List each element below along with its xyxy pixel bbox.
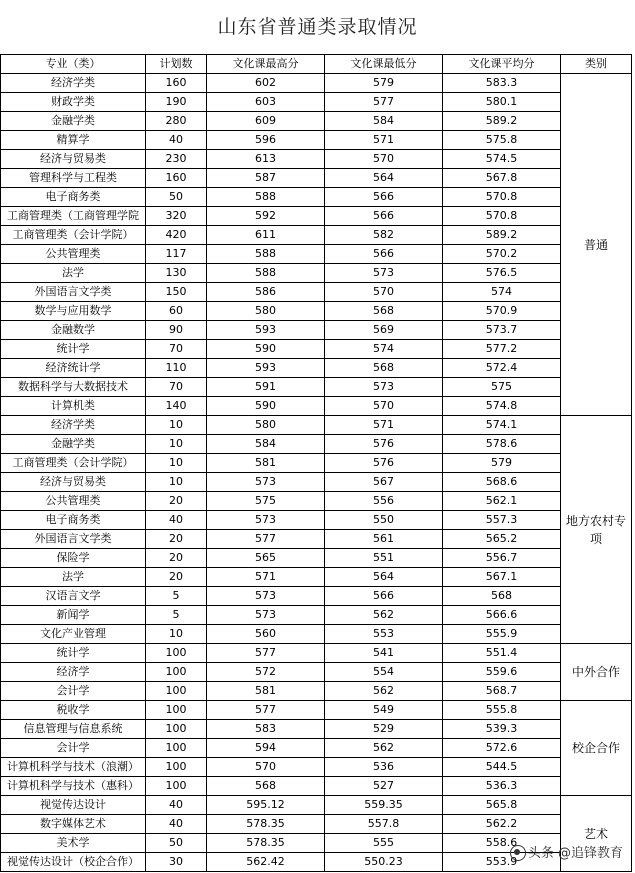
min-score-cell: 566 — [325, 245, 443, 264]
min-score-cell: 566 — [325, 587, 443, 606]
max-score-cell: 572 — [207, 663, 325, 682]
table-row — [1, 454, 632, 473]
plan-cell: 60 — [146, 302, 207, 321]
plan-cell: 20 — [146, 492, 207, 511]
plan-cell: 70 — [146, 340, 207, 359]
major-cell: 财政学类 — [1, 93, 146, 112]
avg-score-cell: 567.1 — [443, 568, 561, 587]
avg-score-cell: 575.8 — [443, 131, 561, 150]
major-cell: 电子商务类 — [1, 188, 146, 207]
major-cell: 电子商务类 — [1, 511, 146, 530]
header-row — [1, 55, 632, 74]
avg-score-cell: 544.5 — [443, 758, 561, 777]
header-avg-score: 文化课平均分 — [443, 55, 561, 74]
table-row — [1, 568, 632, 587]
table-row — [1, 321, 632, 340]
major-cell: 计算机类 — [1, 397, 146, 416]
major-cell: 视觉传达设计（校企合作） — [1, 853, 146, 872]
min-score-cell: 564 — [325, 568, 443, 587]
max-score-cell: 590 — [207, 340, 325, 359]
table-row — [1, 492, 632, 511]
table-row — [1, 226, 632, 245]
max-score-cell: 573 — [207, 606, 325, 625]
max-score-cell: 611 — [207, 226, 325, 245]
avg-score-cell: 580.1 — [443, 93, 561, 112]
plan-cell: 140 — [146, 397, 207, 416]
plan-cell: 110 — [146, 359, 207, 378]
plan-cell: 5 — [146, 606, 207, 625]
plan-cell: 40 — [146, 815, 207, 834]
major-cell: 文化产业管理 — [1, 625, 146, 644]
max-score-cell: 573 — [207, 473, 325, 492]
major-cell: 外国语言文学类 — [1, 530, 146, 549]
min-score-cell: 529 — [325, 720, 443, 739]
plan-cell: 100 — [146, 739, 207, 758]
major-cell: 外国语言文学类 — [1, 283, 146, 302]
max-score-cell: 577 — [207, 644, 325, 663]
plan-cell: 280 — [146, 112, 207, 131]
major-cell: 经济学类 — [1, 416, 146, 435]
max-score-cell: 588 — [207, 188, 325, 207]
avg-score-cell: 565.2 — [443, 530, 561, 549]
plan-cell: 30 — [146, 853, 207, 872]
max-score-cell: 570 — [207, 758, 325, 777]
avg-score-cell: 578.6 — [443, 435, 561, 454]
avg-score-cell: 573.7 — [443, 321, 561, 340]
min-score-cell: 573 — [325, 378, 443, 397]
max-score-cell: 588 — [207, 245, 325, 264]
max-score-cell: 571 — [207, 568, 325, 587]
max-score-cell: 603 — [207, 93, 325, 112]
max-score-cell: 591 — [207, 378, 325, 397]
min-score-cell: 555 — [325, 834, 443, 853]
min-score-cell: 571 — [325, 131, 443, 150]
plan-cell: 40 — [146, 511, 207, 530]
avg-score-cell: 576.5 — [443, 264, 561, 283]
major-cell: 管理科学与工程类 — [1, 169, 146, 188]
plan-cell: 40 — [146, 131, 207, 150]
plan-cell: 10 — [146, 416, 207, 435]
max-score-cell: 595.12 — [207, 796, 325, 815]
min-score-cell: 568 — [325, 359, 443, 378]
avg-score-cell: 536.3 — [443, 777, 561, 796]
avg-score-cell: 589.2 — [443, 112, 561, 131]
max-score-cell: 580 — [207, 302, 325, 321]
table-row — [1, 663, 632, 682]
plan-cell: 90 — [146, 321, 207, 340]
min-score-cell: 562 — [325, 606, 443, 625]
min-score-cell: 550.23 — [325, 853, 443, 872]
table-row — [1, 758, 632, 777]
min-score-cell: 570 — [325, 283, 443, 302]
max-score-cell: 609 — [207, 112, 325, 131]
category-cell: 普通 — [561, 74, 632, 416]
plan-cell: 190 — [146, 93, 207, 112]
max-score-cell: 578.35 — [207, 815, 325, 834]
avg-score-cell: 568.7 — [443, 682, 561, 701]
avg-score-cell: 574.8 — [443, 397, 561, 416]
plan-cell: 20 — [146, 549, 207, 568]
major-cell: 保险学 — [1, 549, 146, 568]
avg-score-cell: 558.6 — [443, 834, 561, 853]
max-score-cell: 596 — [207, 131, 325, 150]
min-score-cell: 562 — [325, 739, 443, 758]
plan-cell: 20 — [146, 568, 207, 587]
plan-cell: 100 — [146, 777, 207, 796]
major-cell: 公共管理类 — [1, 492, 146, 511]
avg-score-cell: 562.2 — [443, 815, 561, 834]
major-cell: 计算机科学与技术（惠科） — [1, 777, 146, 796]
major-cell: 会计学 — [1, 739, 146, 758]
avg-score-cell: 577.2 — [443, 340, 561, 359]
plan-cell: 5 — [146, 587, 207, 606]
avg-score-cell: 555.9 — [443, 625, 561, 644]
major-cell: 金融数学 — [1, 321, 146, 340]
min-score-cell: 582 — [325, 226, 443, 245]
max-score-cell: 578.35 — [207, 834, 325, 853]
min-score-cell: 557.8 — [325, 815, 443, 834]
plan-cell: 50 — [146, 188, 207, 207]
max-score-cell: 580 — [207, 416, 325, 435]
max-score-cell: 592 — [207, 207, 325, 226]
plan-cell: 10 — [146, 625, 207, 644]
max-score-cell: 577 — [207, 701, 325, 720]
max-score-cell: 587 — [207, 169, 325, 188]
major-cell: 信息管理与信息系统 — [1, 720, 146, 739]
table-row — [1, 701, 632, 720]
min-score-cell: 570 — [325, 150, 443, 169]
avg-score-cell: 557.3 — [443, 511, 561, 530]
table-row — [1, 606, 632, 625]
min-score-cell: 554 — [325, 663, 443, 682]
max-score-cell: 583 — [207, 720, 325, 739]
max-score-cell: 593 — [207, 359, 325, 378]
major-cell: 法学 — [1, 264, 146, 283]
major-cell: 税收学 — [1, 701, 146, 720]
major-cell: 公共管理类 — [1, 245, 146, 264]
max-score-cell: 573 — [207, 587, 325, 606]
table-row — [1, 131, 632, 150]
plan-cell: 160 — [146, 169, 207, 188]
plan-cell: 117 — [146, 245, 207, 264]
plan-cell: 40 — [146, 796, 207, 815]
max-score-cell: 586 — [207, 283, 325, 302]
table-row — [1, 245, 632, 264]
min-score-cell: 573 — [325, 264, 443, 283]
min-score-cell: 541 — [325, 644, 443, 663]
min-score-cell: 551 — [325, 549, 443, 568]
table-row — [1, 359, 632, 378]
avg-score-cell: 579 — [443, 454, 561, 473]
major-cell: 视觉传达设计 — [1, 796, 146, 815]
major-cell: 会计学 — [1, 682, 146, 701]
plan-cell: 10 — [146, 454, 207, 473]
table-row — [1, 74, 632, 93]
header-plan: 计划数 — [146, 55, 207, 74]
avg-score-cell: 570.2 — [443, 245, 561, 264]
plan-cell: 100 — [146, 682, 207, 701]
category-cell: 艺术 — [561, 796, 632, 872]
max-score-cell: 613 — [207, 150, 325, 169]
table-row — [1, 302, 632, 321]
avg-score-cell: 589.2 — [443, 226, 561, 245]
plan-cell: 50 — [146, 834, 207, 853]
major-cell: 计算机科学与技术（浪潮） — [1, 758, 146, 777]
max-score-cell: 560 — [207, 625, 325, 644]
avg-score-cell: 575 — [443, 378, 561, 397]
table-body — [1, 74, 632, 872]
min-score-cell: 550 — [325, 511, 443, 530]
plan-cell: 10 — [146, 473, 207, 492]
plan-cell: 100 — [146, 758, 207, 777]
plan-cell: 70 — [146, 378, 207, 397]
plan-cell: 100 — [146, 701, 207, 720]
header-max-score: 文化课最高分 — [207, 55, 325, 74]
table-row — [1, 473, 632, 492]
min-score-cell: 570 — [325, 397, 443, 416]
max-score-cell: 577 — [207, 530, 325, 549]
min-score-cell: 564 — [325, 169, 443, 188]
max-score-cell: 573 — [207, 511, 325, 530]
toutiao-logo-icon — [510, 845, 526, 861]
max-score-cell: 581 — [207, 454, 325, 473]
major-cell: 工商管理类（会计学院） — [1, 226, 146, 245]
min-score-cell: 576 — [325, 435, 443, 454]
avg-score-cell: 562.1 — [443, 492, 561, 511]
header-min-score: 文化课最低分 — [325, 55, 443, 74]
major-cell: 经济与贸易类 — [1, 473, 146, 492]
avg-score-cell: 568 — [443, 587, 561, 606]
major-cell: 经济与贸易类 — [1, 150, 146, 169]
major-cell: 新闻学 — [1, 606, 146, 625]
table-row — [1, 112, 632, 131]
table-row — [1, 397, 632, 416]
max-score-cell: 588 — [207, 264, 325, 283]
major-cell: 经济学类 — [1, 74, 146, 93]
avg-score-cell: 539.3 — [443, 720, 561, 739]
admission-table — [0, 54, 632, 872]
table-row — [1, 796, 632, 815]
major-cell: 数字媒体艺术 — [1, 815, 146, 834]
major-cell: 数学与应用数学 — [1, 302, 146, 321]
category-cell: 校企合作 — [561, 701, 632, 796]
avg-score-cell: 565.8 — [443, 796, 561, 815]
avg-score-cell: 559.6 — [443, 663, 561, 682]
major-cell: 统计学 — [1, 644, 146, 663]
plan-cell: 100 — [146, 720, 207, 739]
major-cell: 数据科学与大数据技术 — [1, 378, 146, 397]
major-cell: 工商管理类（会计学院） — [1, 454, 146, 473]
table-row — [1, 435, 632, 454]
plan-cell: 230 — [146, 150, 207, 169]
plan-cell: 10 — [146, 435, 207, 454]
max-score-cell: 565 — [207, 549, 325, 568]
major-cell: 美术学 — [1, 834, 146, 853]
min-score-cell: 571 — [325, 416, 443, 435]
major-cell: 精算学 — [1, 131, 146, 150]
major-cell: 金融学类 — [1, 435, 146, 454]
max-score-cell: 594 — [207, 739, 325, 758]
min-score-cell: 566 — [325, 188, 443, 207]
header-category: 类别 — [561, 55, 632, 74]
max-score-cell: 568 — [207, 777, 325, 796]
avg-score-cell: 555.8 — [443, 701, 561, 720]
avg-score-cell: 570.8 — [443, 207, 561, 226]
min-score-cell: 569 — [325, 321, 443, 340]
avg-score-cell: 574 — [443, 283, 561, 302]
max-score-cell: 593 — [207, 321, 325, 340]
min-score-cell: 549 — [325, 701, 443, 720]
table-row — [1, 188, 632, 207]
table-row — [1, 682, 632, 701]
watermark-text: 头条 @追锋教育 — [527, 846, 623, 861]
header-major: 专业（类） — [1, 55, 146, 74]
category-cell: 地方农村专项 — [561, 416, 632, 644]
table-row — [1, 625, 632, 644]
major-cell: 法学 — [1, 568, 146, 587]
table-row — [1, 416, 632, 435]
min-score-cell: 584 — [325, 112, 443, 131]
min-score-cell: 561 — [325, 530, 443, 549]
avg-score-cell: 572.6 — [443, 739, 561, 758]
min-score-cell: 568 — [325, 302, 443, 321]
table-row — [1, 264, 632, 283]
table-row — [1, 150, 632, 169]
max-score-cell: 562.42 — [207, 853, 325, 872]
major-cell: 工商管理类（工商管理学院 — [1, 207, 146, 226]
plan-cell: 100 — [146, 644, 207, 663]
plan-cell: 160 — [146, 74, 207, 93]
min-score-cell: 579 — [325, 74, 443, 93]
table-row — [1, 739, 632, 758]
plan-cell: 150 — [146, 283, 207, 302]
avg-score-cell: 567.8 — [443, 169, 561, 188]
table-row — [1, 530, 632, 549]
min-score-cell: 567 — [325, 473, 443, 492]
max-score-cell: 584 — [207, 435, 325, 454]
avg-score-cell: 572.4 — [443, 359, 561, 378]
avg-score-cell: 556.7 — [443, 549, 561, 568]
max-score-cell: 581 — [207, 682, 325, 701]
plan-cell: 100 — [146, 663, 207, 682]
min-score-cell: 536 — [325, 758, 443, 777]
major-cell: 汉语言文学 — [1, 587, 146, 606]
table-row — [1, 169, 632, 188]
min-score-cell: 577 — [325, 93, 443, 112]
table-row — [1, 815, 632, 834]
min-score-cell: 574 — [325, 340, 443, 359]
table-row — [1, 283, 632, 302]
table-row — [1, 720, 632, 739]
table-row — [1, 777, 632, 796]
min-score-cell: 566 — [325, 207, 443, 226]
min-score-cell: 527 — [325, 777, 443, 796]
table-row — [1, 587, 632, 606]
table-row — [1, 340, 632, 359]
avg-score-cell: 570.9 — [443, 302, 561, 321]
table-row — [1, 644, 632, 663]
avg-score-cell: 574.5 — [443, 150, 561, 169]
table-row — [1, 378, 632, 397]
avg-score-cell: 566.6 — [443, 606, 561, 625]
major-cell: 金融学类 — [1, 112, 146, 131]
plan-cell: 320 — [146, 207, 207, 226]
plan-cell: 130 — [146, 264, 207, 283]
plan-cell: 20 — [146, 530, 207, 549]
min-score-cell: 562 — [325, 682, 443, 701]
table-row — [1, 93, 632, 112]
major-cell: 统计学 — [1, 340, 146, 359]
avg-score-cell: 570.8 — [443, 188, 561, 207]
plan-cell: 420 — [146, 226, 207, 245]
watermark — [510, 842, 623, 861]
avg-score-cell: 583.3 — [443, 74, 561, 93]
major-cell: 经济学 — [1, 663, 146, 682]
category-cell: 中外合作 — [561, 644, 632, 701]
min-score-cell: 553 — [325, 625, 443, 644]
min-score-cell: 559.35 — [325, 796, 443, 815]
table-row — [1, 549, 632, 568]
table-row — [1, 511, 632, 530]
max-score-cell: 590 — [207, 397, 325, 416]
page-title: 山东省普通类录取情况 — [217, 16, 418, 38]
avg-score-cell: 551.4 — [443, 644, 561, 663]
table-row — [1, 207, 632, 226]
max-score-cell: 575 — [207, 492, 325, 511]
avg-score-cell: 568.6 — [443, 473, 561, 492]
max-score-cell: 602 — [207, 74, 325, 93]
avg-score-cell: 553.9 — [443, 853, 561, 872]
min-score-cell: 576 — [325, 454, 443, 473]
major-cell: 经济统计学 — [1, 359, 146, 378]
min-score-cell: 556 — [325, 492, 443, 511]
avg-score-cell: 574.1 — [443, 416, 561, 435]
